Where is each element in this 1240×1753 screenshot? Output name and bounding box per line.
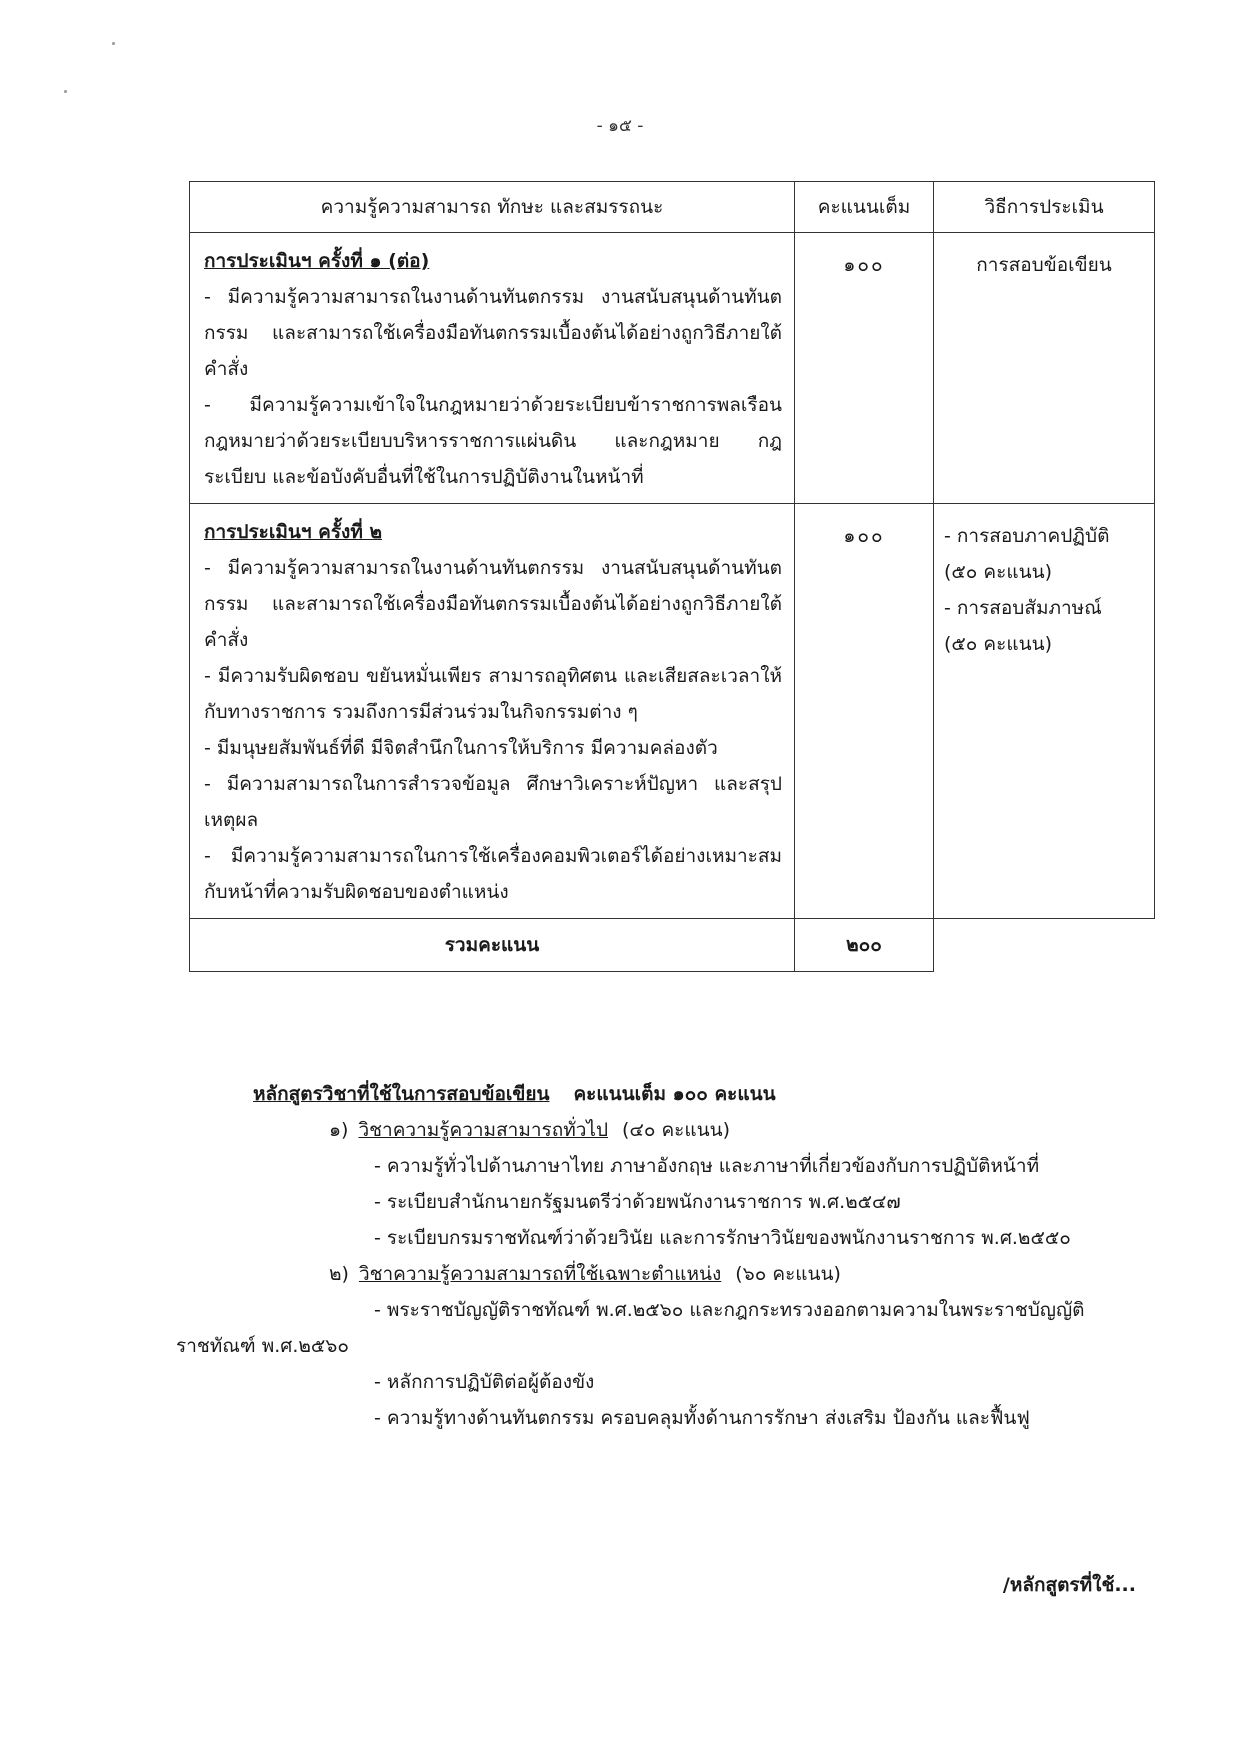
scan-speck bbox=[112, 42, 115, 45]
subject-2-name: วิชาความรู้ความสามารถที่ใช้เฉพาะตำแหน่ง bbox=[358, 1263, 722, 1285]
header-full-score: คะแนนเต็ม bbox=[795, 182, 934, 233]
list-item: - ระเบียบสำนักนายกรัฐมนตรีว่าด้วยพนักงานราชการ พ.ศ.๒๕๔๗ bbox=[374, 1191, 901, 1213]
assessment-1-method bbox=[934, 233, 1155, 504]
subject-1-number: ๑) bbox=[329, 1119, 349, 1141]
syllabus-heading bbox=[253, 1076, 1136, 1112]
header-method: วิธีการประเมิน bbox=[934, 182, 1155, 233]
table-row bbox=[190, 504, 1155, 919]
subject-2-number: ๒) bbox=[329, 1263, 349, 1285]
list-item: - มีความรับผิดชอบ ขยันหมั่นเพียร สามารถอุทิศตน และเสียสละเวลาให้กับทางราชการ รวมถึงการมีส่วนร่วมในกิจกรรมต่าง ๆ bbox=[204, 665, 782, 723]
header-knowledge: ความรู้ความสามารถ ทักษะ และสมรรถนะ bbox=[190, 182, 795, 233]
continuation-note: /หลักสูตรที่ใช้... bbox=[1002, 1574, 1136, 1596]
method-line: - การสอบสัมภาษณ์ bbox=[944, 597, 1102, 619]
page-number: - ๑๕ - bbox=[596, 116, 644, 136]
method-line: (๕๐ คะแนน) bbox=[944, 561, 1052, 583]
list-item: - พระราชบัญญัติราชทัณฑ์ พ.ศ.๒๕๖๐ และกฎกระทรวงออกตามความในพระราชบัญญัติ bbox=[374, 1299, 1085, 1321]
written-exam-syllabus bbox=[176, 1076, 1136, 1436]
list-item: - มีความรู้ความสามารถในงานด้านทันตกรรม งานสนับสนุนด้านทันตกรรม และสามารถใช้เครื่องมือทันตกรรมเบื้องต้นได้อย่างถูกวิธีภายใต้คำสั่ง bbox=[204, 286, 782, 380]
subject-2 bbox=[329, 1256, 1136, 1292]
assessment-2-description bbox=[190, 504, 795, 919]
list-item: - ความรู้ทั่วไปด้านภาษาไทย ภาษาอังกฤษ และภาษาที่เกี่ยวข้องกับการปฏิบัติหน้าที่ bbox=[374, 1155, 1040, 1177]
assessment-1-description bbox=[190, 233, 795, 504]
total-label: รวมคะแนน bbox=[190, 919, 795, 972]
subject-1-points: (๔๐ คะแนน) bbox=[622, 1119, 731, 1141]
table-row bbox=[190, 233, 1155, 504]
list-item: - มีความรู้ความสามารถในงานด้านทันตกรรม งานสนับสนุนด้านทันตกรรม และสามารถใช้เครื่องมือทันตกรรมเบื้องต้นได้อย่างถูกวิธีภายใต้คำสั่ง bbox=[204, 557, 782, 651]
method-line: (๕๐ คะแนน) bbox=[944, 633, 1052, 655]
assessment-table bbox=[189, 181, 1155, 972]
total-row bbox=[190, 919, 1155, 972]
list-item: - หลักการปฏิบัติต่อผู้ต้องขัง bbox=[374, 1371, 595, 1393]
subject-1-name: วิชาความรู้ความสามารถทั่วไป bbox=[358, 1119, 609, 1141]
list-item: - ระเบียบกรมราชทัณฑ์ว่าด้วยวินัย และการรักษาวินัยของพนักงานราชการ พ.ศ.๒๕๕๐ bbox=[374, 1227, 1071, 1249]
total-score: ๒๐๐ bbox=[795, 919, 934, 972]
method-line: การสอบข้อเขียน bbox=[976, 254, 1112, 276]
syllabus-heading-points: คะแนนเต็ม ๑๐๐ คะแนน bbox=[573, 1083, 776, 1105]
list-item-continuation: ราชทัณฑ์ พ.ศ.๒๕๖๐ bbox=[176, 1335, 349, 1357]
assessment-1-score: ๑๐๐ bbox=[795, 233, 934, 504]
list-item: - มีมนุษยสัมพันธ์ที่ดี มีจิตสำนึกในการให้บริการ มีความคล่องตัว bbox=[204, 737, 718, 759]
syllabus-heading-title: หลักสูตรวิชาที่ใช้ในการสอบข้อเขียน bbox=[253, 1083, 550, 1105]
total-blank bbox=[934, 919, 1155, 972]
method-line: - การสอบภาคปฏิบัติ bbox=[944, 525, 1110, 547]
scan-speck bbox=[64, 90, 67, 93]
subject-1 bbox=[329, 1112, 1136, 1148]
list-item: - ความรู้ทางด้านทันตกรรม ครอบคลุมทั้งด้านการรักษา ส่งเสริม ป้องกัน และฟื้นฟู bbox=[374, 1407, 1030, 1429]
assessment-2-title: การประเมินฯ ครั้งที่ ๒ bbox=[204, 521, 382, 543]
list-item: - มีความสามารถในการสำรวจข้อมูล ศึกษาวิเคราะห์ปัญหา และสรุปเหตุผล bbox=[204, 773, 782, 831]
list-item: - มีความรู้ความสามารถในการใช้เครื่องคอมพิวเตอร์ได้อย่างเหมาะสมกับหน้าที่ความรับผิดชอบของตำแหน่ง bbox=[204, 845, 782, 903]
assessment-2-score: ๑๐๐ bbox=[795, 504, 934, 919]
assessment-2-method bbox=[934, 504, 1155, 919]
subject-2-points: (๖๐ คะแนน) bbox=[735, 1263, 841, 1285]
assessment-1-title: การประเมินฯ ครั้งที่ ๑ (ต่อ) bbox=[204, 250, 430, 272]
list-item: - มีความรู้ความเข้าใจในกฎหมายว่าด้วยระเบียบข้าราชการพลเรือน กฎหมายว่าด้วยระเบียบบริหารราชการแผ่นดิน และกฎหมาย กฎ ระเบียบ และข้อบังคับอื่นที่ใช้ในการปฏิบัติงานในหน้าที่ bbox=[204, 394, 782, 488]
table-header-row bbox=[190, 182, 1155, 233]
